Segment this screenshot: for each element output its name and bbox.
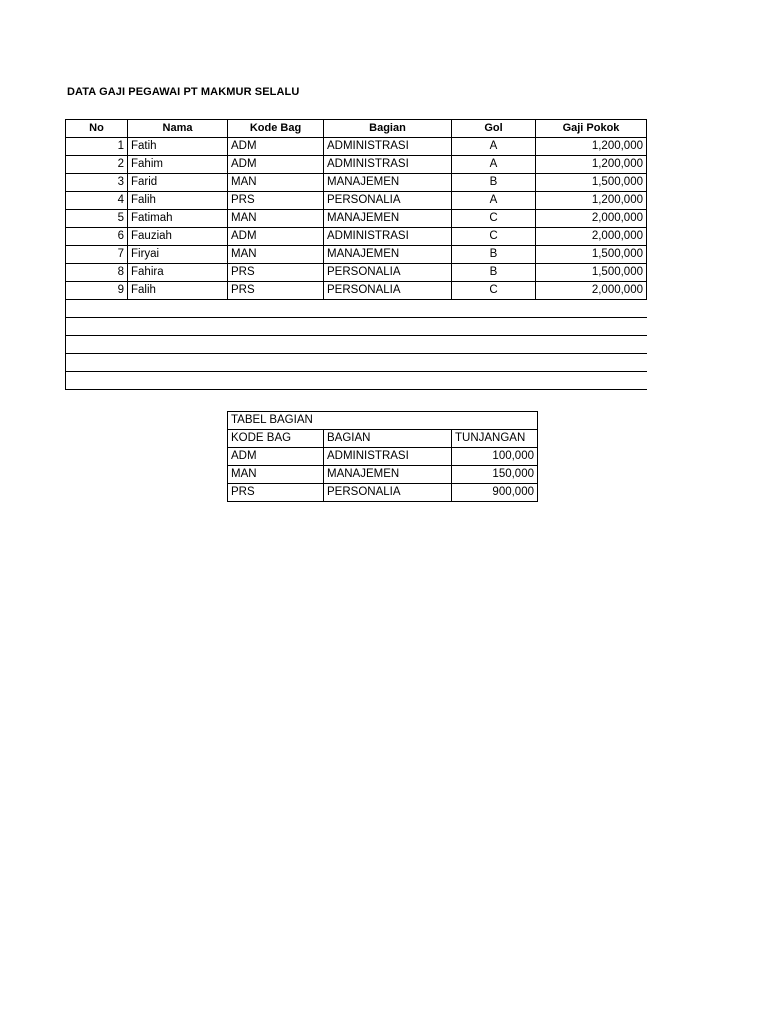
- cell-nama[interactable]: Fatimah: [128, 210, 228, 228]
- table-row: [66, 282, 647, 300]
- cell-gaji-pokok[interactable]: 2,000,000: [536, 228, 647, 246]
- ref-cell-kode-bag[interactable]: ADM: [228, 448, 324, 466]
- cell-gol[interactable]: B: [452, 264, 536, 282]
- ref-cell-tunjangan[interactable]: 150,000: [452, 466, 538, 484]
- ref-title-row: [228, 412, 538, 430]
- cell-nama[interactable]: Falih: [128, 282, 228, 300]
- cell-gol[interactable]: B: [452, 246, 536, 264]
- ref-cell-bagian[interactable]: MANAJEMEN: [324, 466, 452, 484]
- cell-no[interactable]: 1: [66, 138, 128, 156]
- cell-no[interactable]: 9: [66, 282, 128, 300]
- cell-gaji-pokok[interactable]: 1,500,000: [536, 246, 647, 264]
- cell-gaji-pokok[interactable]: 1,200,000: [536, 192, 647, 210]
- cell-no[interactable]: 7: [66, 246, 128, 264]
- ref-row: [228, 484, 538, 502]
- empty-cell[interactable]: [66, 318, 647, 336]
- cell-bagian[interactable]: MANAJEMEN: [324, 174, 452, 192]
- cell-bagian[interactable]: MANAJEMEN: [324, 210, 452, 228]
- empty-row: [66, 300, 647, 318]
- ref-cell-kode-bag[interactable]: MAN: [228, 466, 324, 484]
- cell-no[interactable]: 4: [66, 192, 128, 210]
- ref-header-tunjangan[interactable]: TUNJANGAN: [452, 430, 538, 448]
- ref-header-row: [228, 430, 538, 448]
- ref-cell-tunjangan[interactable]: 100,000: [452, 448, 538, 466]
- cell-gaji-pokok[interactable]: 1,500,000: [536, 174, 647, 192]
- cell-kode-bag[interactable]: ADM: [228, 156, 324, 174]
- cell-gol[interactable]: A: [452, 156, 536, 174]
- cell-no[interactable]: 5: [66, 210, 128, 228]
- cell-nama[interactable]: Fahira: [128, 264, 228, 282]
- header-gol[interactable]: Gol: [452, 120, 536, 138]
- cell-gaji-pokok[interactable]: 1,200,000: [536, 138, 647, 156]
- ref-header-kode-bag[interactable]: KODE BAG: [228, 430, 324, 448]
- cell-kode-bag[interactable]: MAN: [228, 246, 324, 264]
- cell-kode-bag[interactable]: PRS: [228, 264, 324, 282]
- cell-gaji-pokok[interactable]: 1,200,000: [536, 156, 647, 174]
- ref-cell-tunjangan[interactable]: 900,000: [452, 484, 538, 502]
- table-row: [66, 192, 647, 210]
- department-reference-table: [227, 411, 538, 502]
- ref-table-title[interactable]: TABEL BAGIAN: [228, 412, 324, 430]
- header-bagian[interactable]: Bagian: [324, 120, 452, 138]
- cell-nama[interactable]: Fatih: [128, 138, 228, 156]
- empty-row: [66, 318, 647, 336]
- table-row: [66, 210, 647, 228]
- cell-bagian[interactable]: ADMINISTRASI: [324, 156, 452, 174]
- ref-cell-kode-bag[interactable]: PRS: [228, 484, 324, 502]
- header-nama[interactable]: Nama: [128, 120, 228, 138]
- cell-no[interactable]: 3: [66, 174, 128, 192]
- cell-nama[interactable]: Fahim: [128, 156, 228, 174]
- table-row: [66, 174, 647, 192]
- cell-nama[interactable]: Firyai: [128, 246, 228, 264]
- cell-bagian[interactable]: MANAJEMEN: [324, 246, 452, 264]
- table-row: [66, 246, 647, 264]
- cell-kode-bag[interactable]: ADM: [228, 228, 324, 246]
- ref-title-empty[interactable]: [324, 412, 538, 430]
- cell-no[interactable]: 6: [66, 228, 128, 246]
- cell-kode-bag[interactable]: PRS: [228, 282, 324, 300]
- header-no[interactable]: No: [66, 120, 128, 138]
- empty-row: [66, 336, 647, 354]
- ref-row: [228, 448, 538, 466]
- empty-cell[interactable]: [66, 372, 647, 390]
- empty-cell[interactable]: [66, 354, 647, 372]
- cell-gaji-pokok[interactable]: 1,500,000: [536, 264, 647, 282]
- empty-row: [66, 354, 647, 372]
- header-row: [66, 120, 647, 138]
- cell-kode-bag[interactable]: PRS: [228, 192, 324, 210]
- empty-row: [66, 372, 647, 390]
- table-row: [66, 228, 647, 246]
- cell-gol[interactable]: B: [452, 174, 536, 192]
- ref-cell-bagian[interactable]: PERSONALIA: [324, 484, 452, 502]
- document-title: DATA GAJI PEGAWAI PT MAKMUR SELALU: [67, 86, 300, 98]
- employee-salary-table: [65, 119, 647, 390]
- ref-row: [228, 466, 538, 484]
- cell-gol[interactable]: C: [452, 282, 536, 300]
- table-row: [66, 138, 647, 156]
- ref-header-bagian[interactable]: BAGIAN: [324, 430, 452, 448]
- cell-bagian[interactable]: PERSONALIA: [324, 264, 452, 282]
- empty-cell[interactable]: [66, 336, 647, 354]
- cell-nama[interactable]: Fauziah: [128, 228, 228, 246]
- cell-gol[interactable]: A: [452, 192, 536, 210]
- cell-bagian[interactable]: PERSONALIA: [324, 192, 452, 210]
- cell-gaji-pokok[interactable]: 2,000,000: [536, 282, 647, 300]
- cell-bagian[interactable]: PERSONALIA: [324, 282, 452, 300]
- cell-bagian[interactable]: ADMINISTRASI: [324, 138, 452, 156]
- header-kode-bag[interactable]: Kode Bag: [228, 120, 324, 138]
- cell-nama[interactable]: Farid: [128, 174, 228, 192]
- cell-no[interactable]: 8: [66, 264, 128, 282]
- cell-gaji-pokok[interactable]: 2,000,000: [536, 210, 647, 228]
- cell-kode-bag[interactable]: MAN: [228, 210, 324, 228]
- cell-bagian[interactable]: ADMINISTRASI: [324, 228, 452, 246]
- cell-kode-bag[interactable]: MAN: [228, 174, 324, 192]
- cell-kode-bag[interactable]: ADM: [228, 138, 324, 156]
- ref-cell-bagian[interactable]: ADMINISTRASI: [324, 448, 452, 466]
- table-row: [66, 264, 647, 282]
- table-row: [66, 156, 647, 174]
- header-gaji-pokok[interactable]: Gaji Pokok: [536, 120, 647, 138]
- cell-no[interactable]: 2: [66, 156, 128, 174]
- cell-gol[interactable]: C: [452, 210, 536, 228]
- cell-gol[interactable]: C: [452, 228, 536, 246]
- cell-nama[interactable]: Falih: [128, 192, 228, 210]
- empty-cell[interactable]: [66, 300, 647, 318]
- cell-gol[interactable]: A: [452, 138, 536, 156]
